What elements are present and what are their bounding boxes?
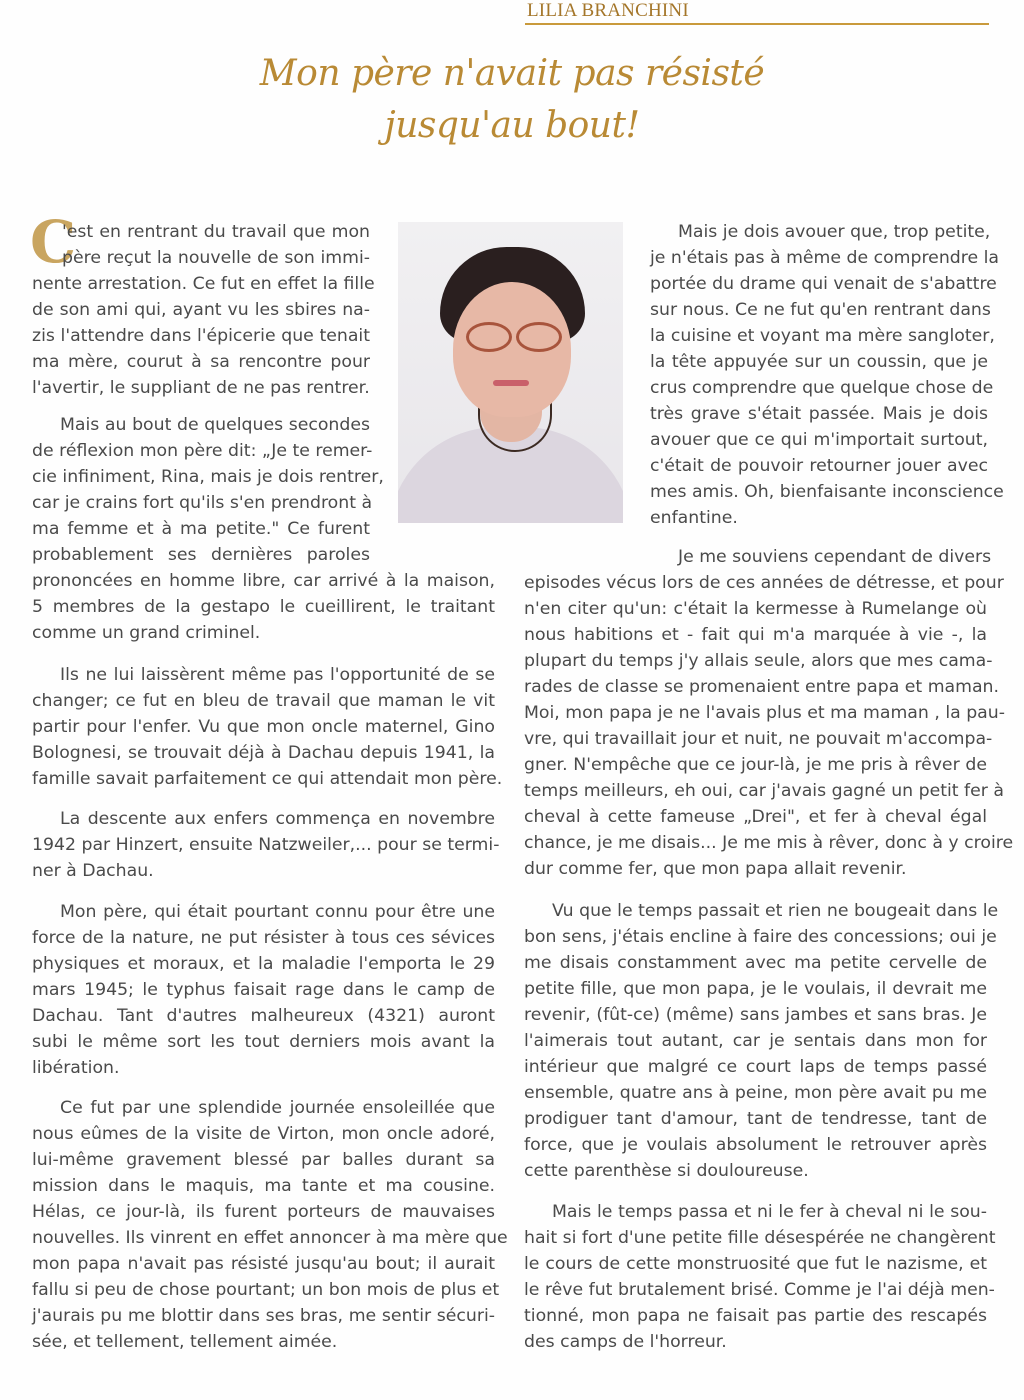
text-line: intérieur que malgré ce court laps de temps passé [524,1057,987,1077]
text-line: rades de classe se promenaient entre papa et maman. [524,677,999,697]
text-line: Ils ne lui laissèrent même pas l'opportunité de se [60,665,495,685]
text-line: bon sens, j'étais encline à faire des concessions; oui je [524,927,997,947]
text-line: gner. N'empêche que ce jour-là, je me pris à rêver de [524,755,987,775]
text-line: force, que je voulais absolument le retrouver après [524,1135,987,1155]
text-line: mission dans le maquis, ma tante et ma cousine. [32,1176,495,1196]
text-line: portée du drame qui venait de s'abattre [650,274,997,294]
paragraph [524,1199,996,1355]
text-line: ensemble, quatre ans à peine, mon père avait pu me [524,1083,987,1103]
text-line: petite fille, que mon papa, je le voulais, il devrait me [524,979,987,999]
text-line: fallu si peu de chose pourtant; un bon mois de plus et [32,1280,500,1300]
text-line: partir pour l'enfer. Vu que mon oncle maternel, Gino [32,717,495,737]
text-line: père reçut la nouvelle de son immi- [62,248,370,268]
paragraph [650,219,1004,531]
drop-cap: C [30,208,77,276]
text-line: vre, qui travaillait jour et nuit, ne pouvait m'accompa- [524,729,993,749]
text-line: cheval à cette fameuse „Drei", et fer à cheval égal [524,807,987,827]
text-line: famille savait parfaitement ce qui attendait mon père. [32,769,503,789]
text-line: 'est en rentrant du travail que mon [62,222,370,242]
text-line: ner à Dachau. [32,861,154,881]
text-line: plupart du temps j'y allais seule, alors que mes cama- [524,651,993,671]
text-line: dur comme fer, que mon papa allait revenir. [524,859,907,879]
text-line: le rêve fut brutalement brisé. Comme je l'ai déjà men- [524,1280,995,1300]
text-line: Je me souviens cependant de divers [678,547,992,567]
text-line: hait si fort d'une petite fille désespérée ne changèrent [524,1228,996,1248]
text-line: Ce fut par une splendide journée ensoleillée que [60,1098,495,1118]
author-underline-divider [525,23,989,25]
title-line-1: Mon père n'avait pas résisté [259,53,765,94]
text-line: lui-même gravement blessé par balles durant sa [32,1150,495,1170]
text-line: Mais au bout de quelques secondes [60,415,370,435]
paragraph [524,544,1014,882]
text-line: des camps de l'horreur. [524,1332,727,1352]
text-line: prononcées en homme libre, car arrivé à la maison, [32,571,495,591]
text-line: chance, je me disais... Je me mis à rêver, donc à y croire [524,833,1014,853]
text-line: Mon père, qui était pourtant connu pour être une [60,902,495,922]
text-line: je n'étais pas à même de comprendre la [650,248,999,268]
text-line: mes amis. Oh, bienfaisante inconscience [650,482,1004,502]
text-line: le cours de cette monstruosité que fut le nazisme, et [524,1254,987,1274]
text-line: ma mère, courut à sa rencontre pour [32,352,370,372]
text-line: zis l'attendre dans l'épicerie que tenait [32,326,370,346]
title-line-2: jusqu'au bout! [384,105,640,146]
author-name: LILIA BRANCHINI [527,0,689,21]
text-line: Moi, mon papa je ne l'avais plus et ma maman , la pau- [524,703,1005,723]
text-line: de réflexion mon père dit: „Je te remer- [32,441,373,461]
text-line: enfantine. [650,508,738,528]
text-line: avouer que ce qui m'importait surtout, [650,430,988,450]
text-line: Dachau. Tant d'autres malheureux (4321) auront [32,1006,495,1026]
text-line: Vu que le temps passait et rien ne bougeait dans le [552,901,999,921]
text-line: crus comprendre que quelque chose de [650,378,994,398]
text-line: nous eûmes de la visite de Virton, mon oncle adoré, [32,1124,495,1144]
text-line: n'en citer qu'un: c'était la kermesse à Rumelange où [524,599,987,619]
paragraph [32,662,503,792]
paragraph [32,806,500,884]
text-line: Bolognesi, se trouvait déjà à Dachau depuis 1941, la [32,743,495,763]
text-line: episodes vécus lors de ces années de détresse, et pour [524,573,1004,593]
text-line: prodiguer tant d'amour, tant de tendresse, tant de [524,1109,987,1129]
text-line: l'avertir, le suppliant de ne pas rentrer. [32,378,370,398]
text-line: j'aurais pu me blottir dans ses bras, me sentir sécuri- [32,1306,495,1326]
text-line: tionné, mon papa ne faisait pas partie des rescapés [524,1306,987,1326]
text-line: très grave s'était passée. Mais je dois [650,404,988,424]
text-line: nente arrestation. Ce fut en effet la fille [32,274,375,294]
text-line: nouvelles. Ils vinrent en effet annoncer à ma mère que [32,1228,508,1248]
text-line: cie infiniment, Rina, mais je dois rentrer, [32,467,384,487]
text-line: nous habitions et - fait qui m'a marquée à vie -, la [524,625,987,645]
text-line: c'était de pouvoir retourner jouer avec [650,456,988,476]
text-line: La descente aux enfers commença en novembre [60,809,495,829]
paragraph [32,1095,508,1355]
text-line: mars 1945; le typhus faisait rage dans le camp de [32,980,495,1000]
article-title [0,48,1024,152]
text-line: sée, et tellement, tellement aimée. [32,1332,338,1352]
paragraph [524,898,999,1184]
text-line: car je crains fort qu'ils s'en prendront à [32,493,373,513]
text-line: libération. [32,1058,120,1078]
paragraph [32,899,495,1081]
text-line: sur nous. Ce ne fut qu'en rentrant dans [650,300,991,320]
text-line: revenir, (fût-ce) (même) sans jambes et sans bras. Je [524,1005,987,1025]
text-line: cette parenthèse si douloureuse. [524,1161,809,1181]
text-line: changer; ce fut en bleu de travail que maman le vit [32,691,495,711]
text-line: subi le même sort les tout derniers mois avant la [32,1032,495,1052]
text-line: Mais le temps passa et ni le fer à cheval ni le sou- [552,1202,987,1222]
text-line: 1942 par Hinzert, ensuite Natzweiler,... pour se termi- [32,835,500,855]
paragraph [32,412,495,646]
text-line: temps meilleurs, eh oui, car j'avais gagné un petit fer à [524,781,1004,801]
text-line: la tête appuyée sur un coussin, que je [650,352,988,372]
text-line: Hélas, ce jour-là, ils furent porteurs de mauvaises [32,1202,495,1222]
text-line: ma femme et à ma petite." Ce furent [32,519,370,539]
paragraph [32,219,375,401]
text-line: l'aimerais tout autant, car je sentais dans mon for [524,1031,987,1051]
text-line: physiques et moraux, et la maladie l'emporta le 29 [32,954,495,974]
text-line: probablement ses dernières paroles [32,545,370,565]
text-line: de son ami qui, ayant vu les sbires na- [32,300,370,320]
text-line: 5 membres de la gestapo le cueillirent, le traitant [32,597,495,617]
text-line: mon papa n'avait pas résisté jusqu'au bout; il aurait [32,1254,495,1274]
text-line: me disais constamment avec ma petite cervelle de [524,953,987,973]
text-line: force de la nature, ne put résister à tous ces sévices [32,928,495,948]
text-line: la cuisine et voyant ma mère sangloter, [650,326,995,346]
text-line: Mais je dois avouer que, trop petite, [678,222,991,242]
text-line: comme un grand criminel. [32,623,261,643]
